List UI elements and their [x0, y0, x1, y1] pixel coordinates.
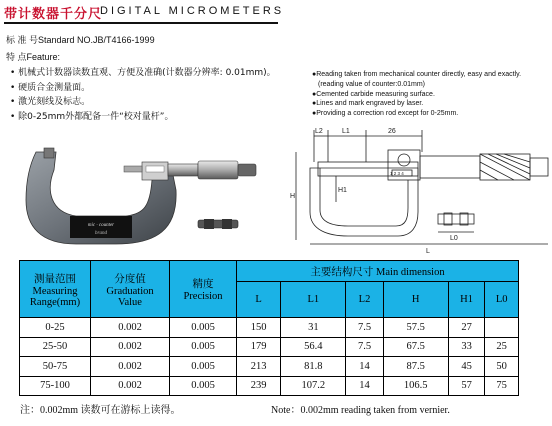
- table-row: [20, 337, 519, 357]
- note-english: Note：0.002mm reading taken from vernier.: [271, 405, 450, 416]
- table-cell: 50: [485, 357, 519, 377]
- table-cell: 7.5: [346, 318, 383, 338]
- table-cell: 56.4: [281, 337, 346, 357]
- table-cell: 81.8: [281, 357, 346, 377]
- table-cell: 45: [448, 357, 485, 377]
- feature-item: ●Providing a correction rod except for 0-25mm.: [312, 110, 459, 118]
- note-chinese: 注：0.002mm 读数可在游标上读得。: [20, 405, 181, 416]
- counter-digits: 1 2 3 4: [390, 171, 404, 176]
- svg-text:brand: brand: [95, 231, 107, 236]
- table-cell: 239: [237, 376, 281, 396]
- table-cell: 106.5: [383, 376, 448, 396]
- feature-item: • 激光刻线及标志。: [10, 97, 91, 107]
- header-col-L: L: [237, 282, 281, 318]
- table-cell: 7.5: [346, 337, 383, 357]
- spec-table: [19, 260, 519, 396]
- table-cell: 0-25: [20, 318, 91, 338]
- dim-label-H1: H1: [338, 187, 347, 194]
- table-cell: 75-100: [20, 376, 91, 396]
- table-row: [20, 318, 519, 338]
- feature-item: ●Cemented carbide measuring surface.: [312, 90, 435, 98]
- table-cell: 57: [448, 376, 485, 396]
- table-cell: 0.002: [91, 357, 170, 377]
- table-cell: [485, 318, 519, 338]
- features-list-english: [312, 70, 548, 119]
- table-cell: 0.002: [91, 376, 170, 396]
- table-cell: 33: [448, 337, 485, 357]
- header-col-H1: H1: [448, 282, 485, 318]
- feature-item: ●Lines and mark engraved by laser.: [312, 100, 424, 108]
- features-heading: 特 点Feature:: [6, 52, 61, 62]
- table-cell: 50-75: [20, 357, 91, 377]
- header-col-L0: L0: [485, 282, 519, 318]
- title-underline: [4, 22, 278, 24]
- header-col-L1: L1: [281, 282, 346, 318]
- table-cell: 0.005: [170, 376, 237, 396]
- header-measuring-range: 测量范围 Measuring Range(mm): [20, 261, 91, 318]
- table-cell: 57.5: [383, 318, 448, 338]
- feature-item: • 除0-25mm外都配备一件“校对量杆”。: [10, 111, 174, 122]
- feature-item: • 机械式计数器读数直观、方便及准确(计数器分辨率: 0.01mm)。: [10, 68, 276, 78]
- header-precision: 精度 Precision: [170, 261, 237, 318]
- table-cell: 213: [237, 357, 281, 377]
- dim-label-26: 26: [388, 128, 396, 135]
- header-col-L2: L2: [346, 282, 383, 318]
- table-cell: 150: [237, 318, 281, 338]
- table-cell: 87.5: [383, 357, 448, 377]
- table-row: [20, 357, 519, 377]
- table-cell: 0.005: [170, 318, 237, 338]
- table-cell: 0.005: [170, 337, 237, 357]
- table-cell: 67.5: [383, 337, 448, 357]
- table-cell: 0.002: [91, 318, 170, 338]
- table-cell: 179: [237, 337, 281, 357]
- dim-label-L2: L2: [315, 128, 323, 135]
- dim-label-L0: L0: [450, 235, 458, 242]
- title-chinese: 带计数器千分尺: [4, 7, 103, 22]
- header-col-H: H: [383, 282, 448, 318]
- table-row: [20, 376, 519, 396]
- header-main-dimension: 主要结构尺寸 Main dimension: [237, 261, 519, 282]
- feature-item: ●Reading taken from mechanical counter directly, easy and exactly. (reading value of counter:0.01mm): [312, 71, 522, 88]
- dim-label-H: H: [290, 193, 296, 200]
- features-list-chinese: [10, 66, 276, 124]
- table-cell: 107.2: [281, 376, 346, 396]
- table-cell: 25-50: [20, 337, 91, 357]
- svg-text:mic · counter: mic · counter: [87, 223, 115, 228]
- dimension-drawing: [288, 122, 550, 256]
- table-cell: 0.002: [91, 337, 170, 357]
- micrometer-photo: [6, 140, 272, 260]
- header-graduation: 分度值 Graduation Value: [91, 261, 170, 318]
- table-cell: 75: [485, 376, 519, 396]
- table-cell: 0.005: [170, 357, 237, 377]
- standard-number: 标 准 号Standard NO.JB/T4166-1999: [6, 35, 155, 45]
- table-cell: 31: [281, 318, 346, 338]
- title-english: DIGITAL MICROMETERS: [100, 5, 285, 17]
- dim-label-L1: L1: [342, 128, 350, 135]
- feature-item: • 硬质合金测量面。: [10, 82, 91, 93]
- dim-label-L: L: [426, 248, 430, 255]
- table-cell: 14: [346, 357, 383, 377]
- table-cell: 25: [485, 337, 519, 357]
- table-cell: 27: [448, 318, 485, 338]
- table-cell: 14: [346, 376, 383, 396]
